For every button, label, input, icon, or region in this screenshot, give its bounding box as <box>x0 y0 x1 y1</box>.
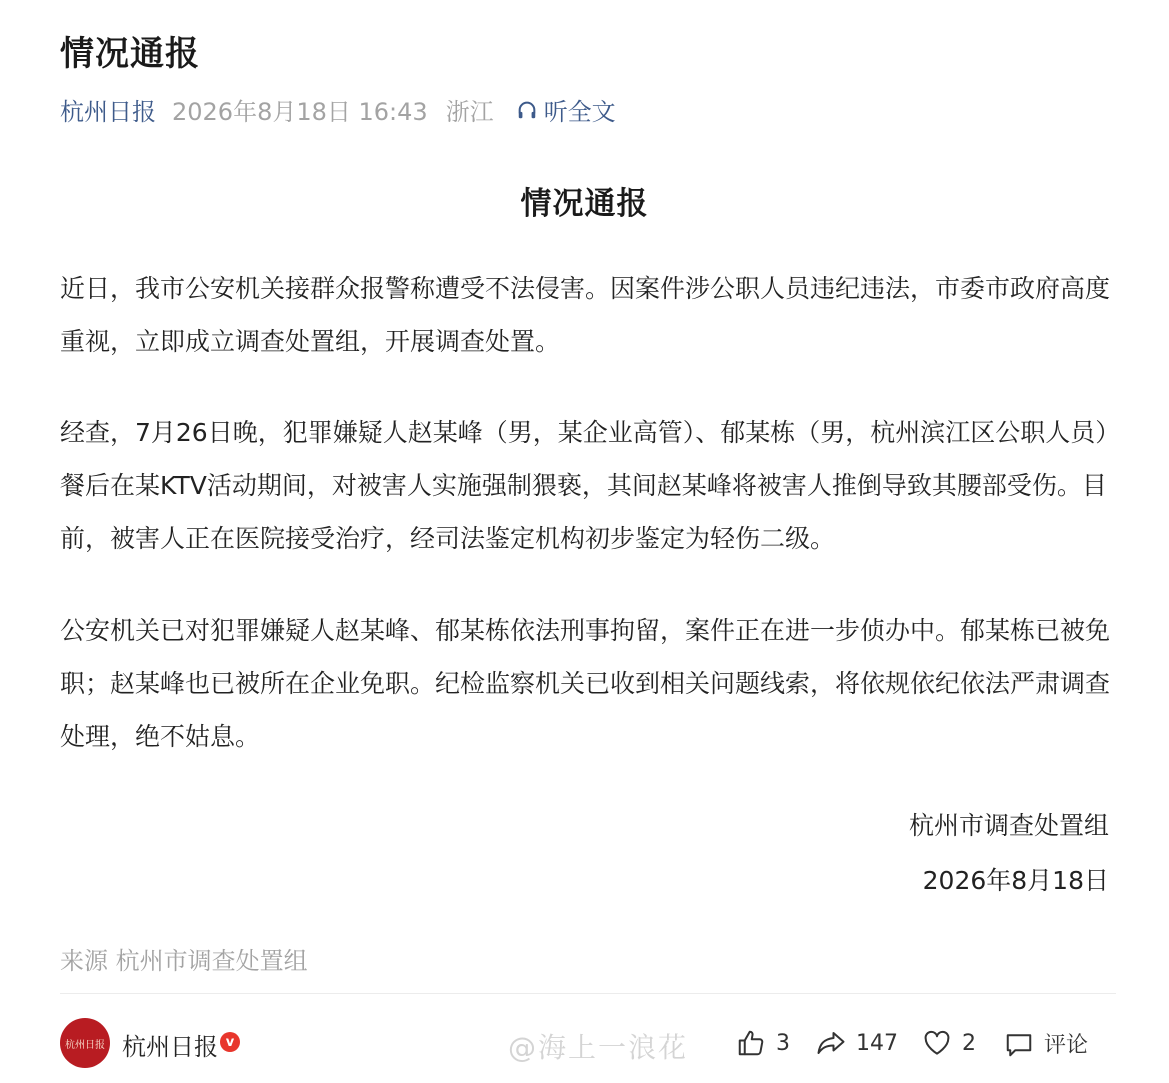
publish-time: 2026年8月18日 16:43 <box>172 98 428 126</box>
watermark: @海上一浪花 <box>508 1031 689 1064</box>
article-title: 情况通报 <box>520 186 649 222</box>
like-count: 3 <box>776 1030 790 1056</box>
share-arrow-icon <box>816 1028 846 1058</box>
signature-org: 杭州市调查处置组 <box>908 811 1109 840</box>
article-footer <box>60 1018 1116 1068</box>
comment-label: 评论 <box>1044 1033 1089 1058</box>
comment-button[interactable] <box>1004 1028 1088 1059</box>
thumbs-up-icon <box>736 1028 766 1058</box>
source-link[interactable]: 杭州日报 <box>60 98 156 126</box>
favorite-button[interactable] <box>922 1028 976 1058</box>
article-paragraph: 公安机关已对犯罪嫌疑人赵某峰、郁某栋依法刑事拘留，案件正在进一步侦办中。郁某栋已被免职；赵某峰也已被所在企业免职。纪检监察机关已收到相关问题线索，将依规依纪依法严肃调查处理，绝不姑息。 <box>60 616 1111 751</box>
favorite-count: 2 <box>962 1030 976 1056</box>
article-meta <box>60 92 616 127</box>
listen-button[interactable] <box>516 92 616 127</box>
like-button[interactable] <box>736 1028 790 1058</box>
listen-label: 听全文 <box>543 98 616 126</box>
article-paragraph: 经查，7月26日晚，犯罪嫌疑人赵某峰（男，某企业高管）、郁某栋（男，杭州滨江区公职人员）餐后在某KTV活动期间，对被害人实施强制猥亵，其间赵某峰将被害人推倒导致其腰部受伤。目前，被害人正在医院接受治疗，经司法鉴定机构初步鉴定为轻伤二级。 <box>60 418 1108 553</box>
share-count: 147 <box>856 1030 898 1056</box>
region-label: 浙江 <box>445 98 494 126</box>
headphones-icon <box>516 99 538 121</box>
comment-icon <box>1004 1029 1034 1059</box>
divider <box>60 993 1116 994</box>
verified-badge-icon: v <box>220 1032 240 1052</box>
avatar-text: 杭州日报 <box>65 1039 105 1051</box>
heart-icon <box>922 1028 952 1058</box>
page-title: 情况通报 <box>60 34 200 74</box>
article-origin: 来源 杭州市调查处置组 <box>60 947 308 975</box>
signature-date: 2026年8月18日 <box>922 866 1109 895</box>
avatar[interactable] <box>60 1018 110 1068</box>
article-paragraph: 近日，我市公安机关接群众报警称遭受不法侵害。因案件涉公职人员违纪违法，市委市政府高度重视，立即成立调查处置组，开展调查处置。 <box>60 274 1111 356</box>
share-button[interactable] <box>816 1028 898 1058</box>
account-name[interactable]: 杭州日报 <box>122 1033 218 1061</box>
